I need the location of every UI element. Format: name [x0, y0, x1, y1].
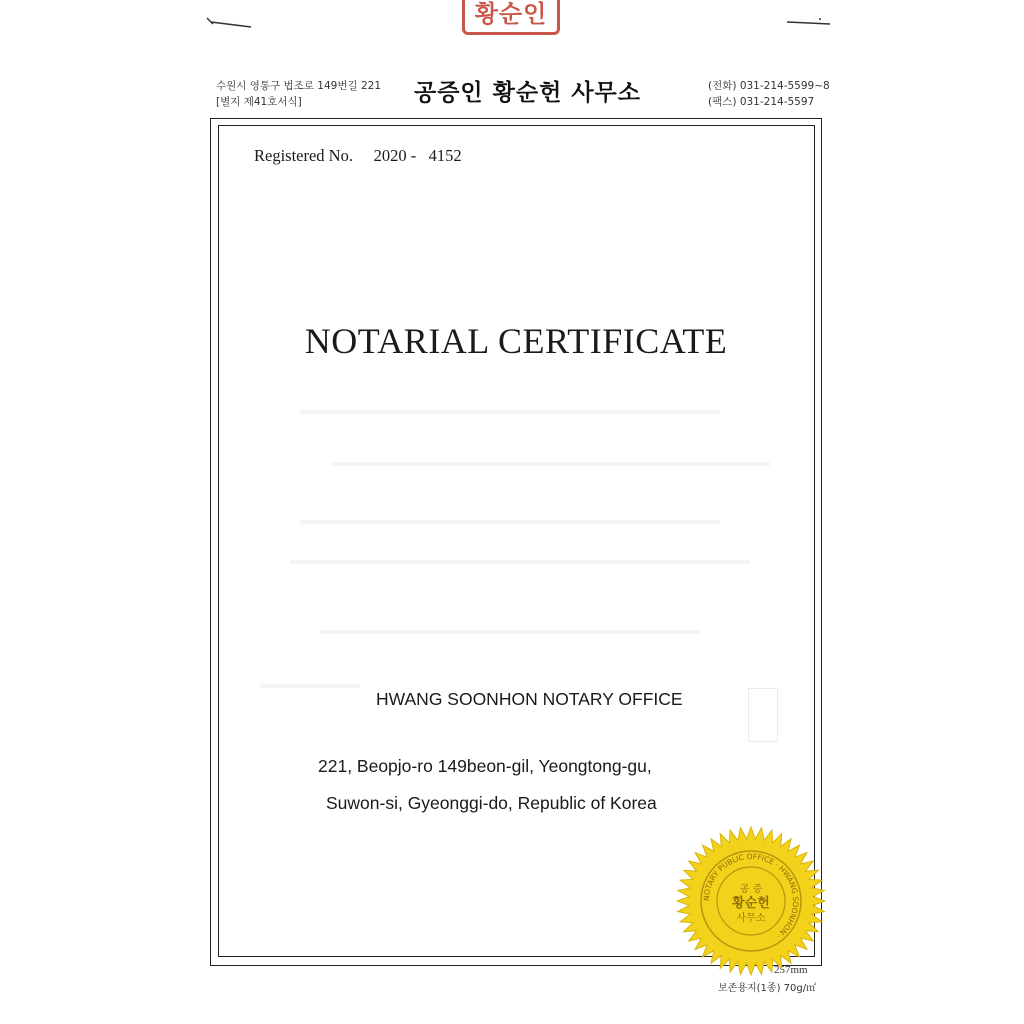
- header-form-number: [별지 제41호서식]: [216, 96, 302, 108]
- notary-office-name: HWANG SOONHON NOTARY OFFICE: [376, 689, 683, 709]
- seal-center-line-1: 공 증: [739, 884, 763, 895]
- seal-center-line-3: 사무소: [736, 913, 766, 924]
- office-address-line-2: Suwon-si, Gyeonggi-do, Republic of Korea: [326, 793, 657, 813]
- gold-notary-seal: [676, 826, 826, 976]
- certificate-title: NOTARIAL CERTIFICATE: [304, 321, 728, 361]
- office-title: 공증인 황순헌 사무소: [414, 80, 641, 106]
- seal-center-line-2: 황순헌: [732, 896, 770, 911]
- show-through-line: [330, 462, 770, 466]
- header-fax: (팩스) 031-214-5597: [708, 96, 815, 108]
- red-name-stamp: 황순인: [462, 0, 560, 35]
- registered-label: Registered No.: [254, 146, 353, 165]
- show-through-line: [260, 684, 360, 688]
- show-through-line: [290, 560, 750, 564]
- office-address-line-1: 221, Beopjo-ro 149beon-gil, Yeongtong-gu,: [318, 756, 652, 776]
- show-through-line: [300, 520, 720, 524]
- registered-value: 4152: [428, 146, 462, 165]
- show-through-box: [748, 688, 778, 742]
- header-phone: (전화) 031-214-5599~8: [708, 80, 830, 92]
- header-address: 수원시 영통구 법조로 149번길 221: [216, 80, 382, 92]
- show-through-line: [300, 410, 720, 414]
- show-through-line: [320, 630, 700, 634]
- registered-number: [254, 146, 462, 166]
- registered-year: 2020 -: [373, 146, 417, 165]
- header-left: [216, 78, 381, 110]
- corner-pen-mark: [205, 14, 253, 28]
- seal-ring-text: NOTARY PUBLIC OFFICE · HWANG SOONHON ·: [701, 851, 801, 941]
- header-right: [708, 78, 830, 110]
- corner-pen-mark-right: [786, 16, 832, 28]
- paper-size-note: 257mm: [774, 964, 808, 976]
- paper-type-note: 보존용지(1종) 70g/㎡: [718, 983, 817, 994]
